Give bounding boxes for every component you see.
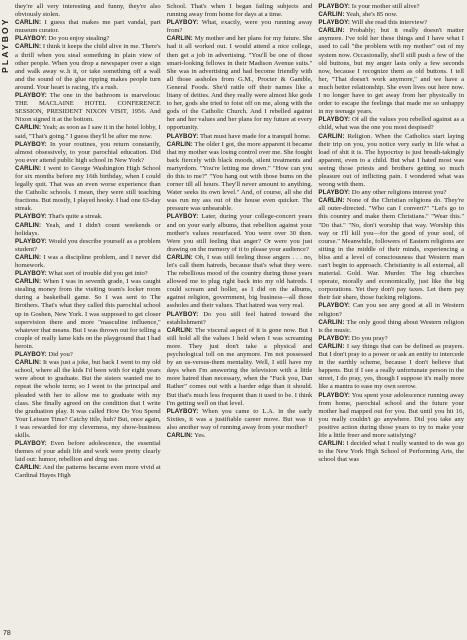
interview-paragraph: [167, 311, 313, 327]
paragraph-text: That's quite a streak.: [48, 213, 103, 221]
paragraph-text: That must have made for a tranquil home.: [199, 132, 311, 140]
interview-paragraph: [15, 359, 161, 440]
interview-paragraph: [167, 408, 313, 432]
speaker-label: CARLIN:: [318, 27, 345, 35]
interview-paragraph: [318, 302, 464, 318]
interview-paragraph: [318, 27, 464, 116]
speaker-label: PLAYBOY:: [15, 213, 47, 221]
speaker-label: PLAYBOY:: [15, 92, 47, 100]
paragraph-text: Probably; but it really doesn't matter anymore. I've told her these things and I have what I used to call "the problem with my mother" out of my system now. Occasionally, she'll still push a few of the old buttons, but my anger lasts only a few seconds now, because I recognize them as old buttons. I tell her, "That doesn't work anymore," and we have a much better relationship. She even lives out here now. I no longer have to get away from her physically in order to escape the feelings that made me so unhappy in my teenage years.: [318, 27, 465, 116]
speaker-label: PLAYBOY:: [15, 270, 47, 278]
speaker-label: PLAYBOY:: [166, 213, 199, 221]
article-column-2: [167, 3, 313, 637]
speaker-label: PLAYBOY:: [15, 440, 47, 448]
interview-paragraph: [15, 35, 161, 43]
speaker-label: PLAYBOY:: [166, 132, 199, 140]
speaker-label: PLAYBOY:: [15, 140, 47, 148]
interview-paragraph: [15, 3, 161, 19]
interview-paragraph: [318, 197, 464, 302]
interview-paragraph: [15, 213, 161, 221]
speaker-label: CARLIN:: [166, 326, 193, 334]
interview-paragraph: [318, 11, 464, 19]
interview-paragraph: [318, 440, 464, 464]
paragraph-text: I say things that can be defined as prayers. But I don't pray to a power or ask an entity to intercede in the earthly scheme, because I don't believe that happens. But if I see a really unfortunate person in the street, I do pray, yes, though I suppose it's really more like a mantra to ease my own sorrow.: [318, 342, 465, 391]
paragraph-text: Did you?: [48, 351, 73, 359]
interview-paragraph: [15, 278, 161, 351]
interview-paragraph: [15, 270, 161, 278]
paragraph-text: Can you see any good at all in Western religion?: [318, 302, 465, 318]
speaker-label: PLAYBOY:: [318, 3, 351, 10]
paragraph-text: The older I got, the more apparent it became that my mother was losing control over me. She fought back fiercely with black moods, silent treatments and martyrdom. "You're letting me down." "How can you do this to me?" "You hang out with those bums on the corner till all hours. They'll never amount to anything. Water seeks its own level." And, of course, all she did was run my ass out of the house even quicker. The pressure was unbearable.: [166, 140, 313, 213]
interview-paragraph: [15, 92, 161, 124]
paragraph-text: My mother and her plans for my future. She had it all worked out. I would attend a nice college, then get a job in advertising. "You'll be one of those smart-looking fellows in their Madison Avenue suits." She was in advertising and had become friendly with all those assholes from G.M., Procter & Gamble, General Foods. She'd rattle off their names like a litany of deities. And they really were almost like gods to her, gods she tried to foist off on me, along with the gods of the Catholic Church. And I rebelled against her and her values and her plans for my future at every opportunity.: [166, 35, 313, 132]
interview-paragraph: [15, 165, 161, 214]
article-body: [15, 3, 464, 637]
interview-paragraph: [318, 3, 464, 11]
interview-paragraph: [318, 19, 464, 27]
interview-paragraph: [167, 3, 313, 19]
interview-paragraph: [15, 124, 161, 140]
speaker-label: PLAYBOY:: [318, 391, 351, 399]
speaker-label: PLAYBOY:: [15, 35, 47, 43]
speaker-label: PLAYBOY:: [318, 116, 351, 124]
interview-paragraph: [167, 327, 313, 408]
interview-paragraph: [167, 35, 313, 132]
paragraph-text: When you came to L.A. in the early Sixties, it was a justifiable career move. But was it also another way of running away from your mother?: [166, 407, 313, 431]
article-column-1: [15, 3, 161, 637]
speaker-label: CARLIN:: [166, 253, 193, 261]
speaker-label: CARLIN:: [15, 164, 42, 172]
interview-paragraph: [167, 213, 313, 253]
speaker-label: CARLIN:: [15, 19, 42, 27]
paragraph-text: School. That's when I began failing subjects and running away from home for days at a time.: [166, 3, 313, 19]
interview-paragraph: [318, 392, 464, 441]
interview-paragraph: [318, 189, 464, 197]
paragraph-text: The only good thing about Western religion is the music.: [318, 318, 465, 334]
interview-paragraph: [15, 19, 161, 35]
paragraph-text: Religion. When the Catholics start laying their trip on you, you notice very early in life what a load of shit it is. The hypocrisy is just breath-takingly apparent, even to a child. But what I hated most was seeing those priests and brothers getting so much pleasure out of inflicting pain. I wondered what was wrong with them.: [318, 132, 465, 189]
interview-paragraph: [15, 440, 161, 464]
interview-paragraph: [318, 319, 464, 335]
speaker-label: PLAYBOY:: [166, 19, 199, 27]
interview-paragraph: [167, 19, 313, 35]
speaker-label: CARLIN:: [318, 132, 345, 140]
speaker-label: CARLIN:: [15, 124, 42, 132]
paragraph-text: The one in the bathroom is marvelous: THE MACLAINE HOTEL CONFERENCE SESSION, PRESIDENT NIXON VISIT, 1956. And Nixon signed it at the bottom.: [15, 92, 161, 124]
interview-paragraph: [318, 116, 464, 132]
article-column-3: [318, 3, 464, 637]
paragraph-text: Would you describe yourself as a problem student?: [15, 237, 161, 253]
speaker-label: PLAYBOY:: [15, 351, 47, 359]
speaker-label: CARLIN:: [318, 342, 345, 350]
speaker-label: CARLIN:: [318, 318, 345, 326]
page-number: 78: [3, 630, 11, 637]
paragraph-text: Do any other religions interest you?: [351, 189, 447, 197]
speaker-label: PLAYBOY:: [318, 189, 351, 197]
interview-paragraph: [15, 238, 161, 254]
paragraph-text: What, exactly, were you running away from?: [166, 19, 313, 35]
paragraph-text: The visceral aspect of it is gone now. But I still hold all the values I held when I was screaming more. They just don't take a physical and psychological toll on me anymore. I'm not possessed by an us-versus-them mentality. Well, I still have my days when I'm answering the television with a little more hatred than necessary, when the "Fuck you, Dan Rather" comes out with a harder edge than it should. But that's much less frequent than it used to be. I think I'm getting well on that level.: [166, 326, 313, 407]
paragraph-text: Will she read this interview?: [351, 19, 428, 27]
paragraph-text: Even before adolescence, the essential themes of your adult life and work were pretty clearly laid out: humor, rebellion and drug use.: [15, 440, 161, 464]
interview-paragraph: [318, 335, 464, 343]
paragraph-text: I was a discipline problem, and I never did homework.: [15, 253, 161, 269]
speaker-label: CARLIN:: [15, 253, 42, 261]
paragraph-text: Yeah, she's 85 now.: [345, 11, 398, 19]
paragraph-text: It was just a joke, but back I went to my old school, where all the kids I'd been with for eight years were about to graduate. But the sisters wanted me to repeat the whole term; so I went to the principal and pleaded with her to allow me to graduate with my class. She finally agreed on the condition that I write the graduation play. It was called How Do You Spend Your Leisure Time? Catchy title, huh? But, once again, I was rewarded for my cleverness, my show-business skills.: [15, 359, 161, 439]
interview-paragraph: [167, 133, 313, 141]
paragraph-text: What sort of trouble did you get into?: [48, 270, 148, 278]
interview-paragraph: [15, 464, 161, 480]
interview-paragraph: [167, 254, 313, 311]
paragraph-text: I guess that makes me part vandal, part museum curator.: [15, 19, 161, 35]
speaker-label: CARLIN:: [318, 11, 345, 19]
interview-paragraph: [15, 43, 161, 92]
paragraph-text: Yeah; as soon as I saw it in the hotel lobby, I said, "That's going." I guess they'll be after me now.: [15, 124, 161, 140]
speaker-label: PLAYBOY:: [318, 334, 351, 342]
magazine-side-label: PLAYBOY: [0, 17, 10, 73]
interview-paragraph: [15, 141, 161, 165]
speaker-label: CARLIN:: [15, 278, 42, 286]
interview-paragraph: [318, 133, 464, 190]
interview-paragraph: [15, 351, 161, 359]
paragraph-text: When I was in seventh grade, I was caught stealing money from the visiting team's locker room during a basketball game. So I was sent to The Brothers. That's what they called this parochial school up in Goshen, New York. I was supposed to get closer supervision there and more "masculine influence," whatever that means. But I was thrown out for telling a couple of really lame kids on the playground that I had heroin.: [15, 278, 161, 350]
paragraph-text: Do you enjoy stealing?: [48, 35, 110, 43]
paragraph-text: I decided what I really wanted to do was go to the New York High School of Performing Arts, the school that was: [318, 440, 465, 464]
paragraph-text: And the patterns became even more vivid at Cardinal Hayes High: [15, 464, 161, 480]
speaker-label: CARLIN:: [166, 431, 193, 439]
interview-paragraph: [167, 432, 313, 440]
paragraph-text: Do you pray?: [351, 334, 388, 342]
interview-paragraph: [15, 254, 161, 270]
paragraph-text: Yeah, and I didn't count weekends or holidays.: [15, 221, 161, 237]
paragraph-text: they're all very interesting and funny, they're also obviously stolen.: [15, 3, 161, 19]
paragraph-text: Of all the values you rebelled against as a child, what was the one you most despised?: [318, 116, 465, 132]
speaker-label: CARLIN:: [318, 197, 345, 205]
paragraph-text: Do you still feel hatred toward the establishment?: [166, 310, 313, 326]
paragraph-text: I think it keeps the child alive in me. There's a thrill when you steal something in plain view of other people. When you drop a newspaper over a sign and walk away w..h it, or take something off a wall and the sound of the glue ripping makes people turn around. Your heart is racing, it's a rush.: [15, 43, 161, 91]
paragraph-text: You spent your adolescence running away from home, parochial school and the future your mother had mapped out for you. But until you hit 16, you really couldn't go anywhere. Did you take any positive action during those years to try to make your life a little freer and more satisfying?: [318, 391, 465, 439]
speaker-label: CARLIN:: [318, 440, 345, 448]
speaker-label: CARLIN:: [166, 140, 193, 148]
speaker-label: PLAYBOY:: [15, 237, 47, 245]
speaker-label: CARLIN:: [15, 43, 42, 51]
speaker-label: PLAYBOY:: [318, 19, 351, 27]
paragraph-text: I went to George Washington High School for six months before my 16th birthday, when I could legally quit. That was an even worse experience than the Catholic schools. I mean, they were still teaching fractions. But mostly, I played hooky. I had one 63-day streak.: [15, 164, 161, 213]
paragraph-text: Yes.: [194, 431, 206, 439]
speaker-label: PLAYBOY:: [166, 407, 199, 415]
paragraph-text: In your routines, you return constantly, almost obsessively, to your parochial education. Did you ever attend public high school in New York?: [15, 140, 161, 164]
interview-paragraph: [318, 343, 464, 392]
interview-paragraph: [15, 222, 161, 238]
speaker-label: CARLIN:: [15, 464, 42, 472]
paragraph-text: Later, during your college-concert years and on your early albums, that rebellion against your mother's values resurfaced. You were over 30 then. Were you still feeling that anger? Or were you just drawing on the memory of it to please your audience?: [166, 213, 313, 253]
interview-paragraph: [167, 141, 313, 214]
speaker-label: PLAYBOY:: [318, 302, 351, 310]
paragraph-text: Is your mother still alive?: [351, 3, 420, 10]
paragraph-text: None of the Christian religions do. They're all outer-directed. "Who can I convert?" "Let's go to this country and make them Christians." "Wear this." "Do that." "No, don't worship that way. Worship this way or I'll kill you—for the good of your soul, of course." Meanwhile, followers of Eastern religions are sitting in the middle of their minds, experiencing a bliss and a level of consciousness that Western man can't begin to approach. Christianity is all external, all material. Gold. War. Murder. The big churches operate, morally and economically, just like the big corporations. Yet they don't pay taxes. Let them pay their fair share, those fucking religions.: [318, 197, 465, 302]
speaker-label: CARLIN:: [15, 359, 42, 367]
speaker-label: CARLIN:: [166, 35, 193, 43]
speaker-label: PLAYBOY:: [166, 310, 199, 318]
paragraph-text: Oh, I was still feeling those angers . . . no, let's call them hatreds, because that's what they were. The rebellious mood of the country during those years allowed me to plug right back into my old hatreds. I could scream and holler, as I did on the albums, against religion, government, big business—all those assholes and their values. That hatred was very real.: [166, 253, 313, 310]
speaker-label: CARLIN:: [15, 221, 42, 229]
